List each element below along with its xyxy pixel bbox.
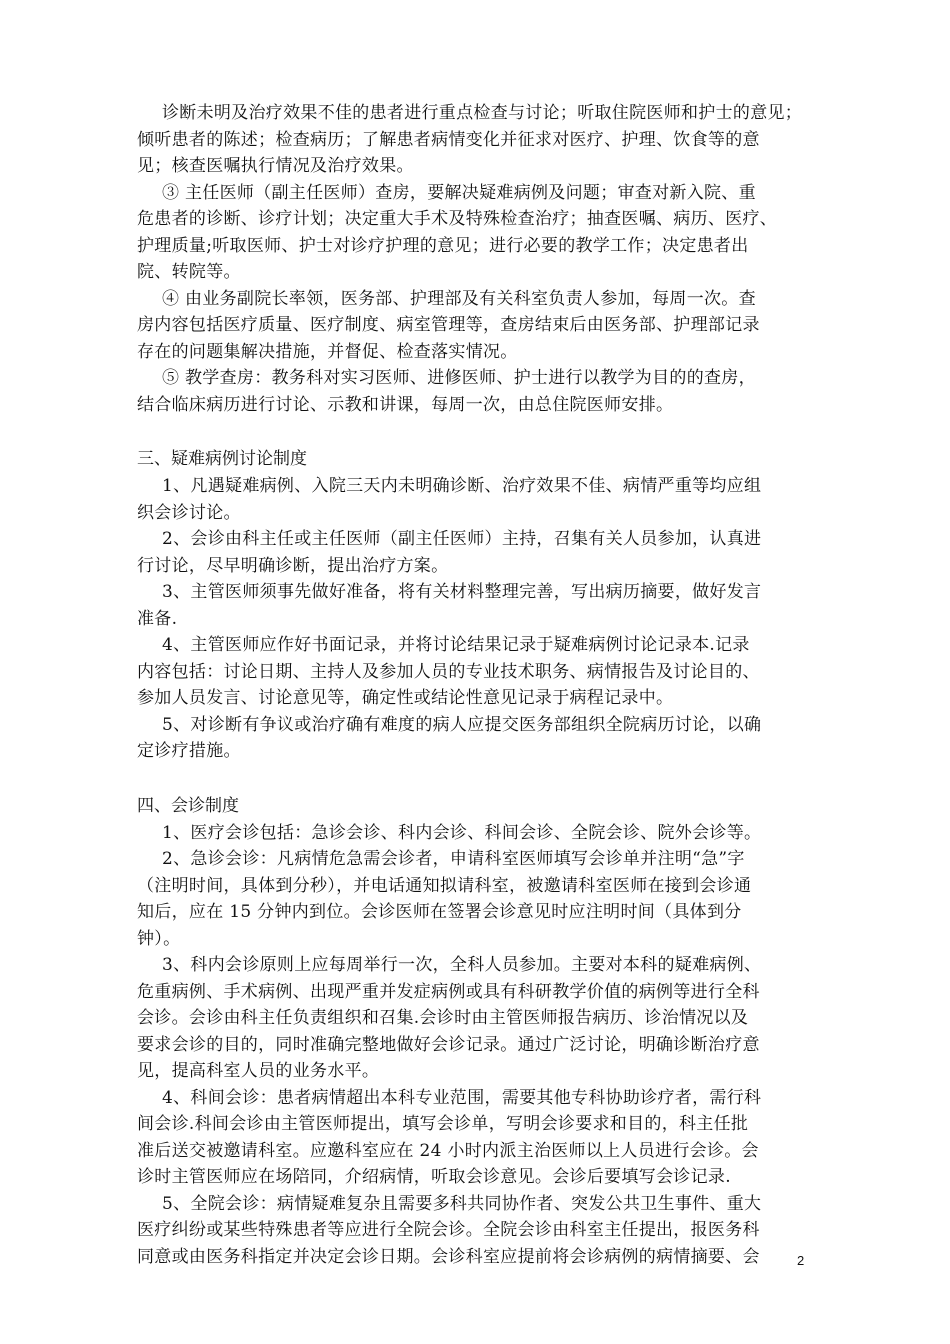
text-line: 3、主管医师须事先做好准备，将有关材料整理完善，写出病历摘要，做好发言 — [162, 582, 762, 602]
paragraph — [137, 286, 837, 366]
section-heading: 三、疑难病例讨论制度 — [137, 449, 307, 469]
text-line: 危重病例、手术病例、出现严重并发症病例或具有科研教学价值的病例等进行全科 — [137, 981, 760, 1002]
text-line: 诊时主管医师应在场陪同，介绍病情，听取会诊意见。会诊后要填写会诊记录. — [137, 1167, 731, 1187]
text-line: 5、对诊断有争议或治疗确有难度的病人应提交医务部组织全院病历讨论，以确 — [162, 714, 762, 735]
text-line: 1、凡遇疑难病例、入院三天内未明确诊断、治疗效果不佳、病情严重等均应组 — [162, 476, 762, 496]
text-line: 2、急诊会诊：凡病情危急需会诊者，申请科室医师填写会诊单并注明“急”字 — [162, 849, 745, 869]
text-line: 内容包括：讨论日期、主持人及参加人员的专业技术职务、病情报告及讨论目的、 — [137, 661, 760, 682]
paragraph — [137, 180, 837, 286]
text-line: 要求会诊的目的，同时准确完整地做好会诊记录。通过广泛讨论，明确诊断治疗意 — [137, 1034, 760, 1055]
text-line: ③ 主任医师（副主任医师）查房，要解决疑难病例及问题；审查对新入院、重 — [162, 182, 756, 203]
section-heading: 四、会诊制度 — [137, 795, 239, 816]
text-line: 同意或由医务科指定并决定会诊日期。会诊科室应提前将会诊病例的病情摘要、会 — [137, 1246, 760, 1267]
text-line: 医疗纠纷或某些特殊患者等应进行全院会诊。全院会诊由科室主任提出，报医务科 — [137, 1220, 760, 1240]
paragraph — [137, 526, 837, 579]
text-line: ④ 由业务副院长率领，医务部、护理部及有关科室负责人参加，每周一次。查 — [162, 288, 756, 309]
text-line: 2、会诊由科主任或主任医师（副主任医师）主持，召集有关人员参加，认真进 — [162, 529, 762, 549]
text-line: 护理质量;听取医师、护士对诊疗护理的意见；进行必要的教学工作；决定患者出 — [137, 235, 749, 256]
text-line: 准后送交被邀请科室。应邀科室应在 24 小时内派主治医师以上人员进行会诊。会 — [137, 1140, 759, 1161]
text-line: （注明时间，具体到分秒），并电话通知拟请科室，被邀请科室医师在接到会诊通 — [137, 875, 752, 896]
text-line: 见，提高科室人员的业务水平。 — [137, 1061, 380, 1081]
paragraph — [137, 1191, 837, 1271]
paragraph — [137, 632, 837, 712]
text-line: 院、转院等。 — [137, 262, 241, 282]
paragraph — [137, 952, 837, 1085]
page-number: 2 — [797, 1253, 805, 1268]
text-line: 诊断未明及治疗效果不佳的患者进行重点检查与讨论；听取住院医师和护士的意见； — [162, 103, 803, 123]
text-line: 3、科内会诊原则上应每周举行一次，全科人员参加。主要对本科的疑难病例、 — [162, 955, 762, 975]
text-line: 间会诊.科间会诊由主管医师提出，填写会诊单，写明会诊要求和目的，科主任批 — [137, 1114, 749, 1134]
text-line: 定诊疗措施。 — [137, 741, 241, 761]
text-line: 1、医疗会诊包括：急诊会诊、科内会诊、科间会诊、全院会诊、院外会诊等。 — [162, 822, 762, 843]
text-line: 存在的问题集解决措施，并督促、检查落实情况。 — [137, 341, 518, 362]
paragraph — [137, 100, 837, 180]
text-line: 房内容包括医疗质量、医疗制度、病室管理等，查房结束后由医务部、护理部记录 — [137, 315, 760, 335]
text-line: 4、主管医师应作好书面记录，并将讨论结果记录于疑难病例讨论记录本.记录 — [162, 635, 750, 655]
paragraph — [137, 473, 837, 526]
text-line: 倾听患者的陈述；检查病历；了解患者病情变化并征求对医疗、护理、饮食等的意 — [137, 129, 760, 150]
text-line: 准备. — [137, 608, 178, 629]
section-gap — [137, 765, 837, 792]
text-line: 会诊。会诊由科主任负责组织和召集.会诊时由主管医师报告病历、诊治情况以及 — [137, 1008, 749, 1028]
paragraph — [137, 712, 837, 765]
document-body — [137, 100, 837, 1270]
text-line: 5、全院会诊：病情疑难复杂且需要多科共同协作者、突发公共卫生事件、重大 — [162, 1193, 762, 1214]
text-line: 行讨论，尽早明确诊断，提出治疗方案。 — [137, 555, 449, 576]
text-line: 知后，应在 15 分钟内到位。会诊医师在签署会诊意见时应注明时间（具体到分 — [137, 902, 742, 922]
text-line: 钟）。 — [137, 928, 181, 949]
text-line: 见；核查医嘱执行情况及治疗效果。 — [137, 156, 414, 176]
section-gap — [137, 418, 837, 445]
text-line: 4、科间会诊：患者病情超出本科专业范围，需要其他专科协助诊疗者，需行科 — [162, 1087, 762, 1108]
text-line: 结合临床病历进行讨论、示教和讲课，每周一次，由总住院医师安排。 — [137, 394, 674, 415]
paragraph — [137, 846, 837, 952]
paragraph — [137, 820, 837, 847]
text-line: 危患者的诊断、诊疗计划；决定重大手术及特殊检查治疗；抽查医嘱、病历、医疗、 — [137, 209, 778, 229]
text-line: 织会诊讨论。 — [137, 502, 241, 523]
paragraph — [137, 365, 837, 418]
paragraph — [137, 579, 837, 632]
text-line: 参加人员发言、讨论意见等，确定性或结论性意见记录于病程记录中。 — [137, 688, 674, 708]
text-line: ⑤ 教学查房：教务科对实习医师、进修医师、护士进行以教学为目的的查房， — [162, 368, 756, 388]
paragraph — [137, 1085, 837, 1191]
